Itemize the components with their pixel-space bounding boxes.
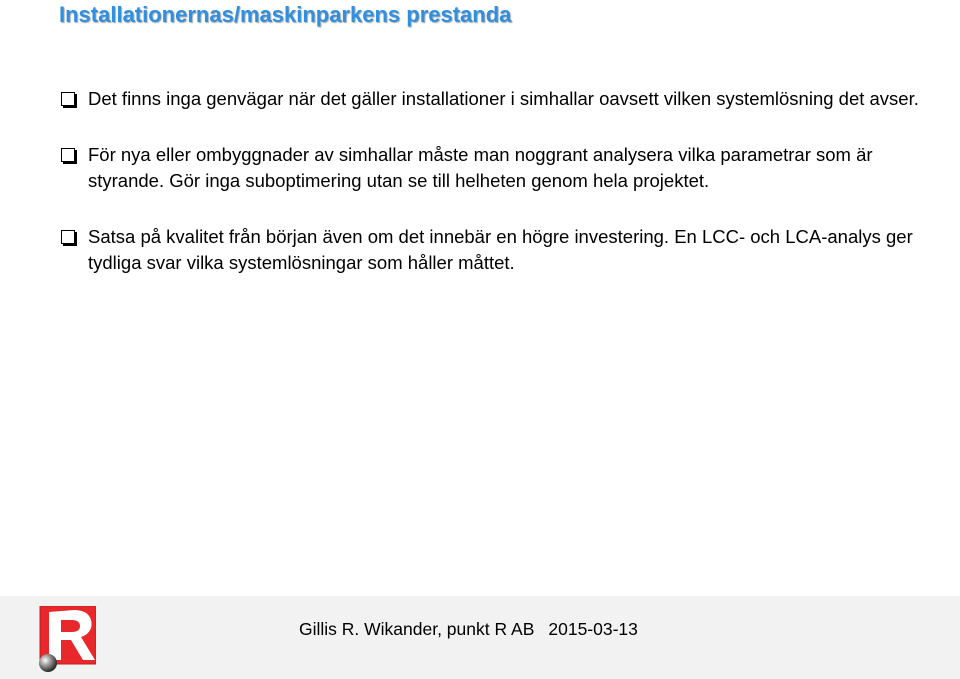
bullet-text: Det finns inga genvägar när det gäller installationer i simhallar oavsett vilken systemlösning det avser. — [88, 88, 919, 109]
bullet-text: Satsa på kvalitet från början även om det innebär en högre investering. En LCC- och LCA-analys ger tydliga svar vilka systemlösningar som håller måttet. — [88, 226, 913, 273]
bullet-list — [60, 86, 920, 306]
bullet-text: För nya eller ombyggnader av simhallar måste man noggrant analysera vilka parametrar som är styrande. Gör inga suboptimering utan se till helheten genom hela projektet. — [88, 144, 873, 191]
bullet-item — [60, 86, 920, 112]
punkt-r-logo — [38, 606, 96, 674]
checkbox-bullet-icon — [61, 230, 75, 244]
footer-author: Gillis R. Wikander, punkt R AB — [299, 619, 535, 639]
slide-title: Installationernas/maskinparkens prestanda — [59, 2, 512, 27]
bullet-item — [60, 142, 920, 194]
checkbox-bullet-icon — [61, 148, 75, 162]
footer-text — [299, 619, 638, 640]
checkbox-bullet-icon — [61, 92, 75, 106]
bullet-item — [60, 224, 920, 276]
footer-date: 2015-03-13 — [548, 619, 638, 639]
